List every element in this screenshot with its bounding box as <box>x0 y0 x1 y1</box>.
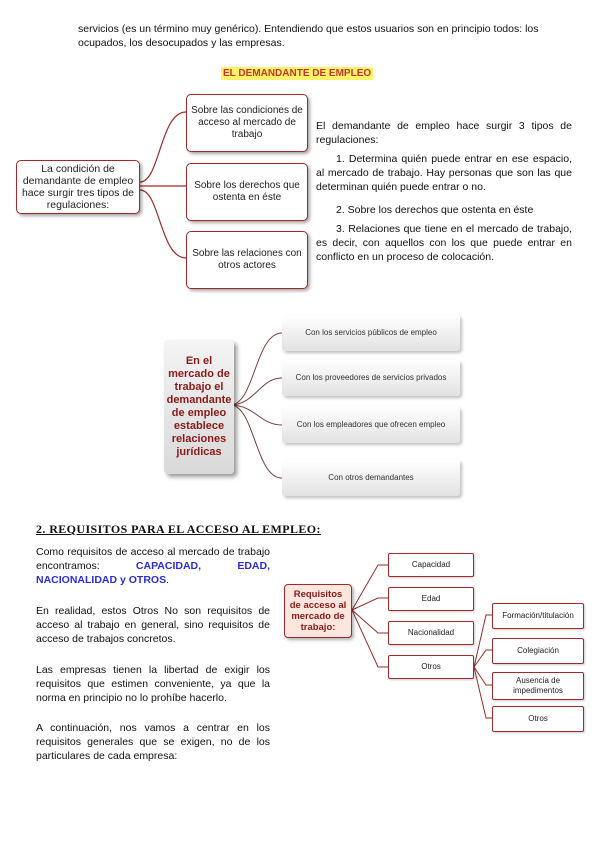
demandante-paragraph-intro: El demandante de empleo hace surgir 3 tipos de regulaciones: <box>316 120 572 146</box>
diagram2-item-private-providers: Con los proveedores de servicios privados <box>282 360 460 396</box>
demandante-point-3: 3. Relaciones que tiene en el mercado de trabajo, es decir, con aquellos con los que puede entrar en conflicto en un proceso de colocación. <box>316 223 572 263</box>
demandante-point-2: 2. Sobre los derechos que ostenta en éste <box>336 204 534 216</box>
requisitos-paragraph-4: A continuación, nos vamos a centrar en los requisitos generales que se exigen, no de los particulares de cada empresa: <box>36 722 270 762</box>
tree-level2-otros: Otros <box>492 706 584 732</box>
diagram2-item-public-services: Con los servicios públicos de empleo <box>282 315 460 351</box>
intro-line-2: ocupados, los desocupados y las empresas. <box>78 37 285 49</box>
tree-level2-formacion: Formación/titulación <box>492 603 584 629</box>
diagram1-branch-relations: Sobre las relaciones con otros actores <box>186 231 308 289</box>
requisitos-paragraph-1 <box>36 545 270 587</box>
requisitos-p1-highlight: CAPACIDAD, EDAD, NACIONALIDAD y OTROS <box>36 560 270 586</box>
demandante-point-1: 1. Determina quién puede entrar en ese espacio, al mercado de trabajo. Hay personas que son las que determinan quién puede entrar o no. <box>316 153 572 193</box>
tree-level1-capacidad: Capacidad <box>388 553 474 577</box>
diagram1-branch-rights: Sobre los derechos que ostenta en éste <box>186 163 308 221</box>
requisitos-paragraph-2: En realidad, estos Otros No son requisitos de acceso al trabajo en general, sino requisitos de acceso de trabajos concretos. <box>36 605 270 645</box>
section2-title: 2. REQUISITOS PARA EL ACCESO AL EMPLEO: <box>36 522 321 536</box>
tree-level1-otros: Otros <box>388 655 474 679</box>
diagram2-item-other-applicants: Con otros demandantes <box>282 460 460 496</box>
diagram2-root-box: En el mercado de trabajo el demandante de empleo establece relaciones jurídicas <box>164 340 234 474</box>
tree-level2-colegiacion: Colegiación <box>492 638 584 664</box>
tree-level2-ausencia: Ausencia de impedimentos <box>492 672 584 700</box>
requisitos-paragraph-3: Las empresas tienen la libertad de exigir los requisitos que estimen conveniente, ya que la norma en principio no lo prohíbe hacerlo. <box>36 664 270 704</box>
intro-line-1: servicios (es un término muy genérico). Entendiendo que estos usuarios son en principio todos: los <box>78 23 539 35</box>
section-heading-demandante: EL DEMANDANTE DE EMPLEO <box>223 68 372 79</box>
tree-level1-nacionalidad: Nacionalidad <box>388 621 474 645</box>
diagram1-root-box: La condición de demandante de empleo hace surgir tres tipos de regulaciones: <box>16 160 140 214</box>
diagram1-branch-access: Sobre las condiciones de acceso al mercado de trabajo <box>186 94 308 152</box>
diagram2-item-employers: Con los empleadores que ofrecen empleo <box>282 407 460 443</box>
tree-root-box: Requisitos de acceso al mercado de trabajo: <box>284 584 352 638</box>
requisitos-p1-end: . <box>166 574 170 586</box>
requisitos-p1-start: Como requisitos de acceso al mercado de trabajo encontramos: <box>36 546 270 572</box>
tree-level1-edad: Edad <box>388 587 474 611</box>
